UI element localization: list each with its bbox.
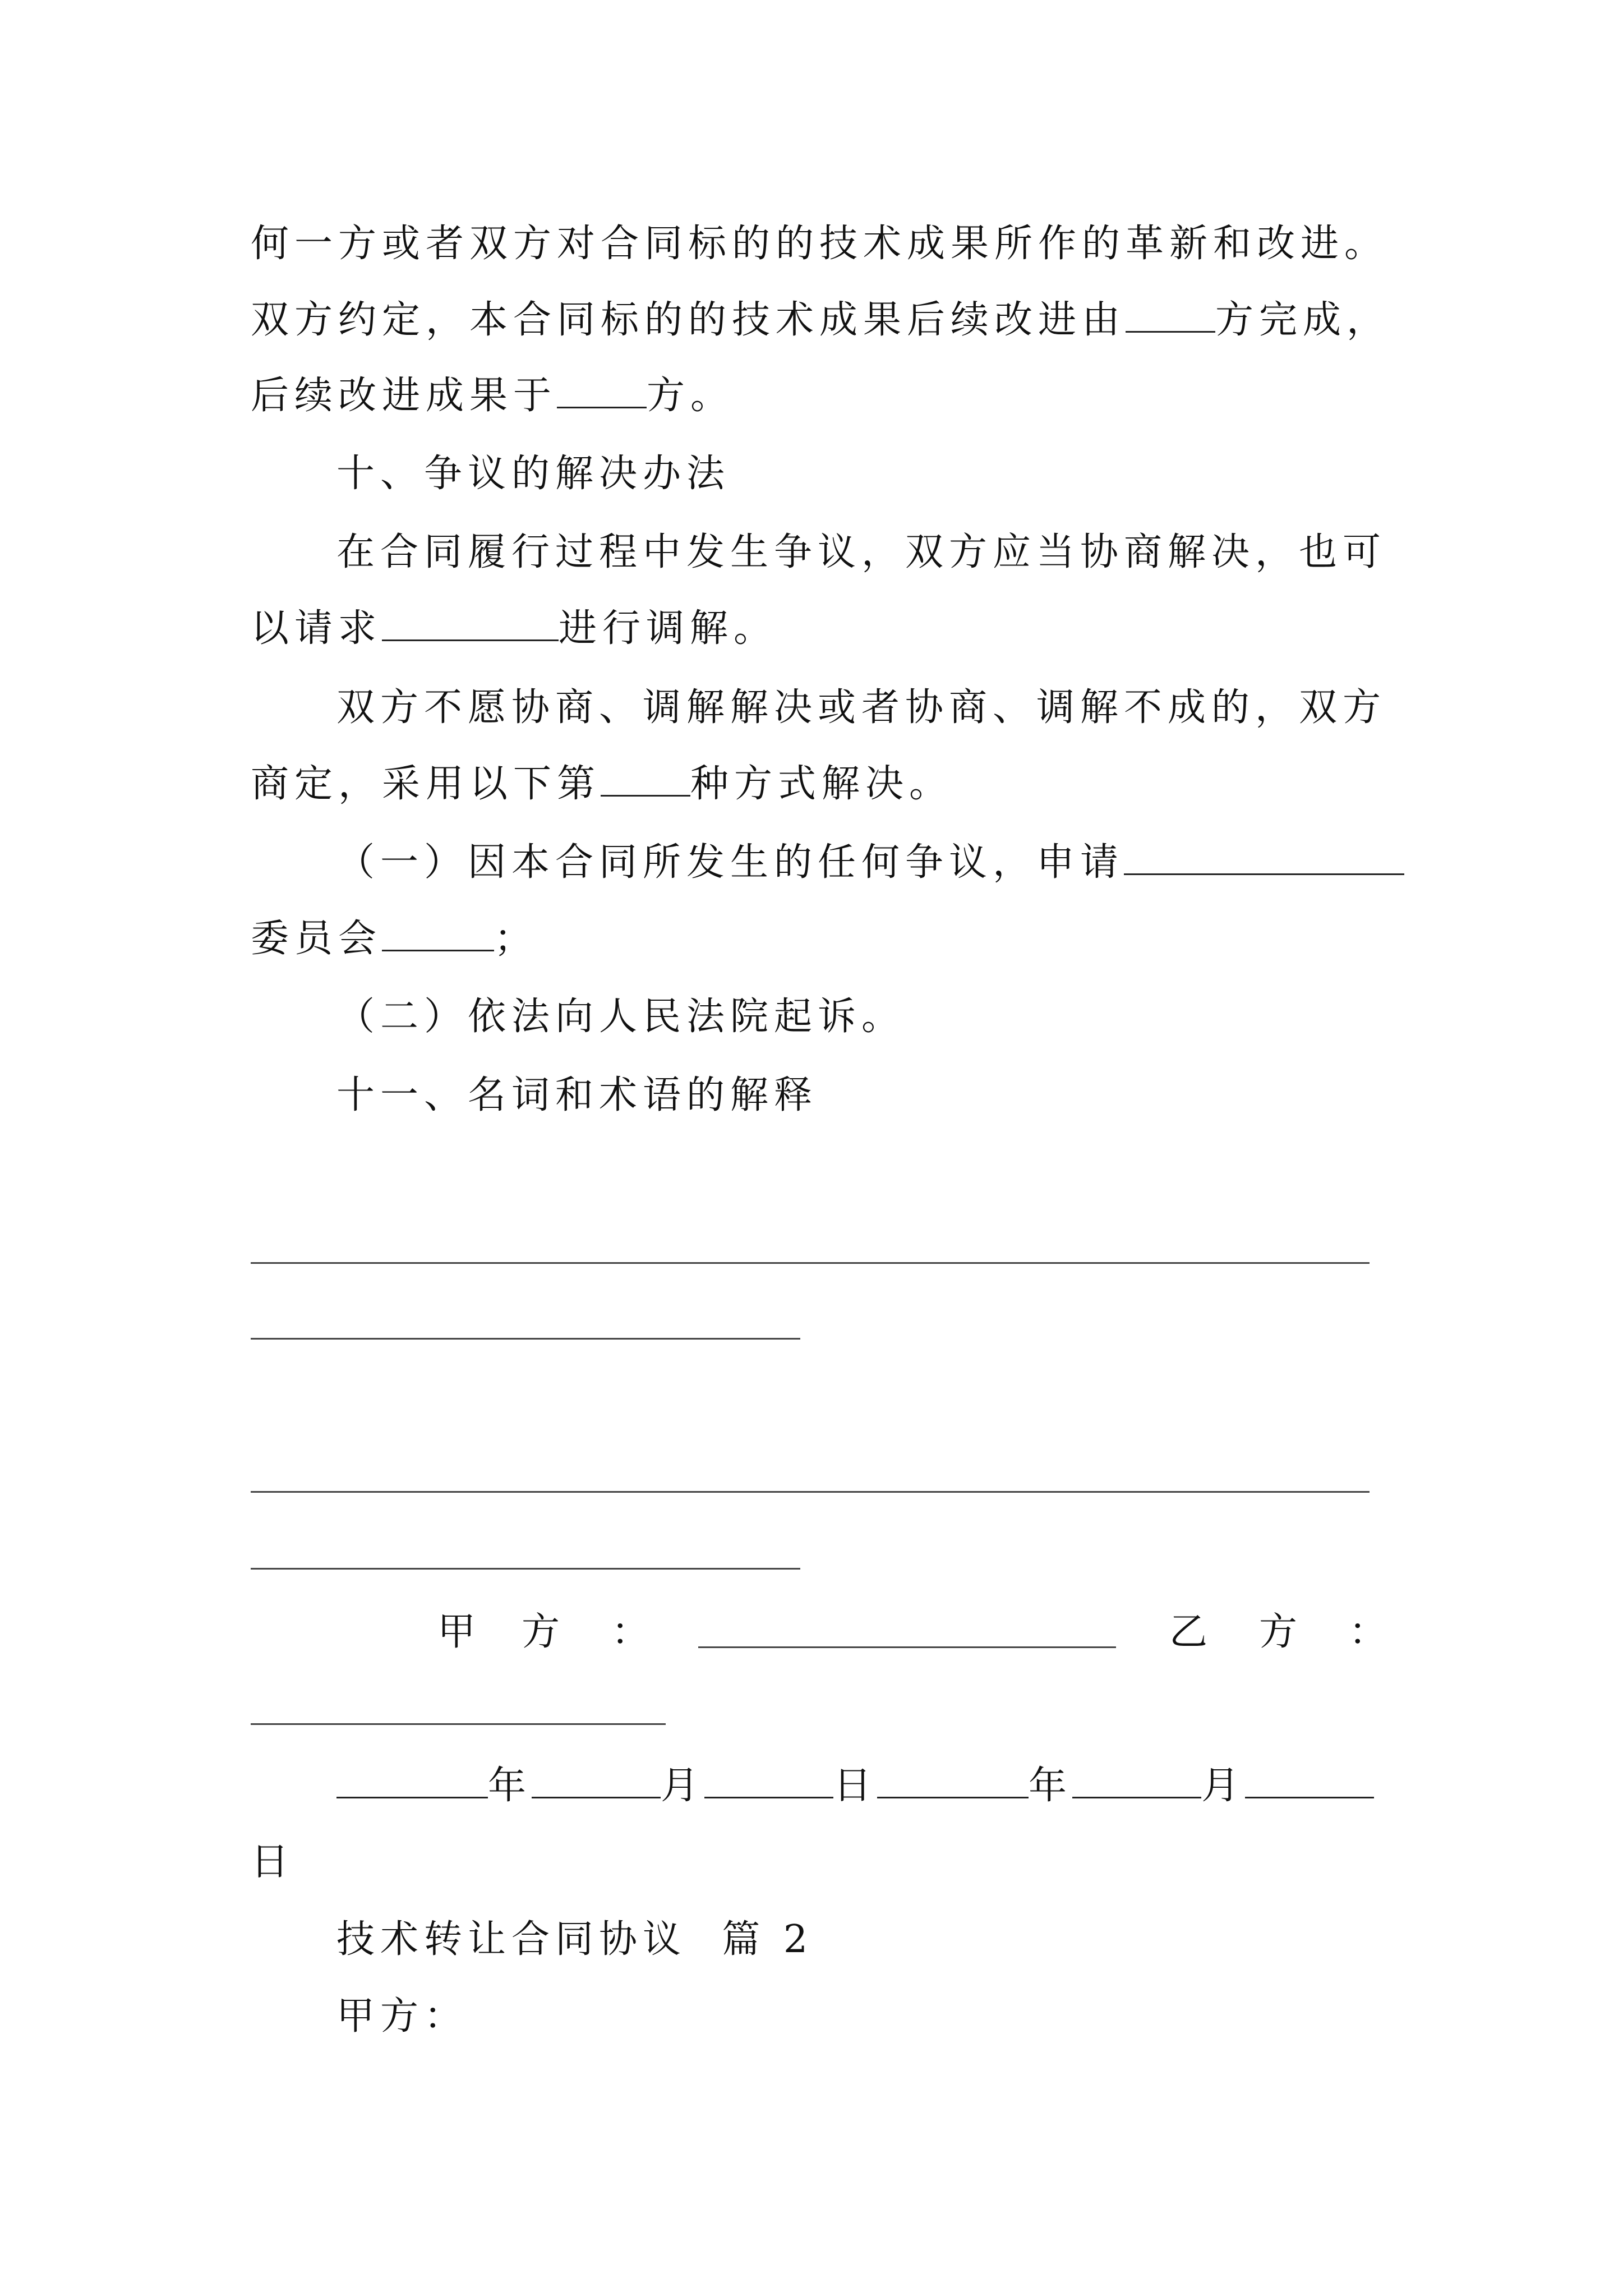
option-line (336, 995, 905, 1039)
text: 以请求 (251, 606, 382, 651)
fill-blank (601, 761, 690, 797)
text: 方。 (647, 374, 735, 418)
text: 日 (833, 1764, 878, 1808)
party-label (336, 1994, 468, 2039)
paragraph-line (336, 685, 1386, 730)
paragraph-line (251, 761, 953, 807)
fill-blank (877, 1763, 1029, 1798)
fill-blank (1245, 1763, 1374, 1798)
text: 日 (251, 1840, 295, 1884)
text: 种方式解决。 (690, 762, 953, 806)
fill-blank (532, 1763, 661, 1798)
section-heading (336, 1073, 818, 1118)
fill-blank (382, 606, 559, 641)
title-text: 技术转让合同协议 篇 2 (336, 1917, 814, 1962)
text: 在合同履行过程中发生争议，双方应当协商解决，也可 (336, 530, 1387, 574)
fill-blank (1126, 297, 1215, 333)
text: 甲方： (336, 1994, 468, 2039)
fill-blank (704, 1763, 833, 1798)
text: 何一方或者双方对合同标的的技术成果所作的革新和改进。 (251, 222, 1389, 266)
fill-blank (382, 916, 494, 951)
text: 双方不愿协商、调解解决或者协商、调解不成的，双方 (336, 685, 1387, 730)
text: 商定，采用以下第 (251, 762, 601, 806)
text: 月 (661, 1764, 705, 1808)
fill-blank (1124, 840, 1404, 875)
text: 年 (488, 1764, 532, 1808)
text: ： (1349, 1610, 1393, 1654)
text: 方 (1259, 1610, 1303, 1654)
text: ； (494, 917, 538, 961)
section-title (336, 1917, 813, 1962)
writing-rule (251, 1338, 800, 1340)
signature-blank (698, 1646, 1116, 1648)
paragraph-line (251, 373, 734, 418)
fill-blank (557, 373, 647, 408)
text: 委员会 (251, 917, 382, 961)
text: 进行调解。 (559, 606, 778, 651)
paragraph-line (251, 606, 777, 651)
section-heading (336, 452, 730, 496)
paragraph-line (336, 530, 1386, 575)
fill-blank (336, 1763, 488, 1798)
date-line (336, 1763, 1374, 1809)
text: （一）因本合同所发生的任何争议，申请 (336, 840, 1124, 885)
text: ： (611, 1610, 656, 1654)
text: 甲 (437, 1610, 482, 1654)
text: 乙 (1169, 1610, 1214, 1654)
writing-rule (251, 1491, 1370, 1493)
heading-text: 十、争议的解决办法 (336, 452, 731, 496)
signature-blank (251, 1723, 666, 1725)
paragraph-line (251, 222, 1388, 266)
option-line (336, 840, 1404, 885)
text: 月 (1201, 1764, 1246, 1808)
writing-rule (251, 1568, 800, 1570)
heading-text: 十一、名词和术语的解释 (336, 1073, 818, 1117)
option-line (251, 916, 538, 961)
text: 双方约定，本合同标的的技术成果后续改进由 (251, 298, 1126, 342)
date-line (251, 1840, 294, 1885)
fill-blank (1072, 1763, 1201, 1798)
text: 方 (522, 1610, 566, 1654)
text: 后续改进成果于 (251, 374, 557, 418)
paragraph-line (251, 297, 1390, 343)
text: 年 (1029, 1764, 1073, 1808)
writing-rule (251, 1262, 1370, 1264)
text: 方完成， (1215, 298, 1391, 342)
text: （二）依法向人民法院起诉。 (336, 995, 906, 1039)
